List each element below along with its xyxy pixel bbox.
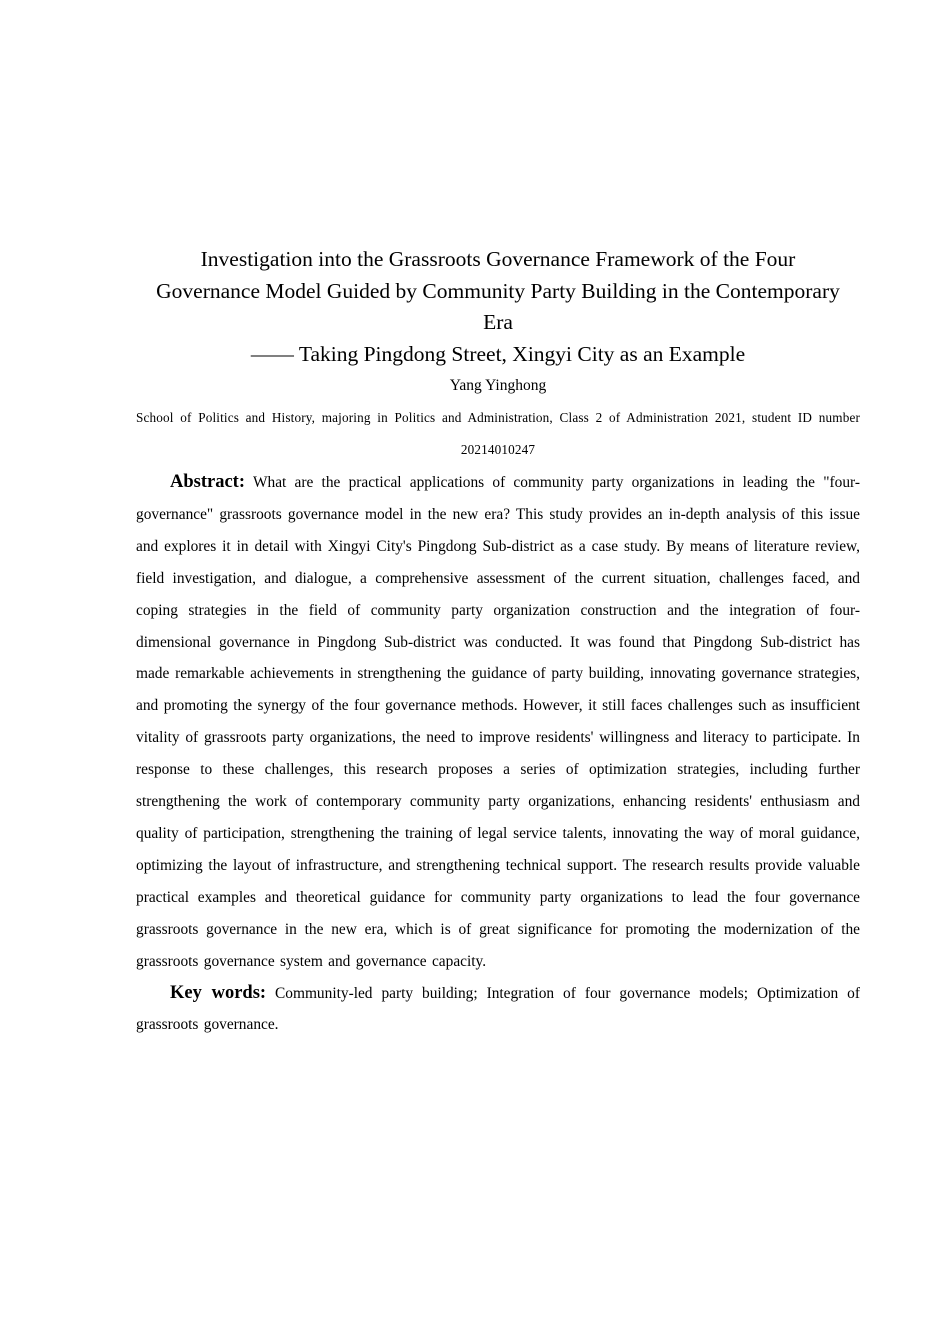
- author-affiliation: School of Politics and History, majoring in Politics and Administration, Class 2 of Administration 2021, student ID number 20214010247: [136, 410, 860, 457]
- abstract-section: [136, 467, 860, 1041]
- keywords-paragraph: [136, 978, 860, 1042]
- title-line: Investigation into the Grassroots Governance Framework of the Four: [200, 247, 796, 271]
- author-name: Yang Yinghong: [449, 377, 547, 394]
- abstract-label: Abstract:: [170, 472, 246, 492]
- keywords-text: Community-led party building; Integration of four governance models; Optimization of grassroots governance.: [136, 984, 860, 1034]
- abstract-paragraph: [136, 467, 860, 978]
- title-block: [136, 244, 860, 466]
- title-line: Governance Model Guided by Community Party Building in the Contemporary: [156, 278, 840, 303]
- title-line: Era: [483, 310, 513, 334]
- paper-title: [136, 244, 860, 339]
- keywords-label: Key words:: [170, 982, 267, 1003]
- paper-subtitle: —— Taking Pingdong Street, Xingyi City as an Example: [250, 341, 746, 366]
- abstract-text: What are the practical applications of community party organizations in leading the "four-governance" grassroots governance model in the new era? This study provides an in-depth analysis of this issue and explores it in detail with Xingyi City's Pingdong Sub-district as a case study. By means of literature review, field investigation, and dialogue, a comprehensive assessment of the current situation, challenges faced, and coping strategies in the field of community party organization construction and the integration of four-dimensional governance in Pingdong Sub-district was conducted. It was found that Pingdong Sub-district has made remarkable achievements in strengthening the guidance of party building, innovating governance strategies, and promoting the synergy of the four governance methods. However, it still faces challenges such as insufficient vitality of grassroots party organizations, the need to improve residents' willingness and literacy to participate. In response to these challenges, this research proposes a series of optimization strategies, including further strengthening the work of contemporary community party organizations, enhancing residents' enthusiasm and quality of participation, strengthening the training of legal service talents, innovating the way of moral guidance, optimizing the layout of infrastructure, and strengthening technical support. The research results provide valuable practical examples and theoretical guidance for community party organizations to lead the four governance grassroots governance in the new era, which is of great significance for promoting the modernization of the grassroots governance system and governance capacity.: [136, 474, 860, 970]
